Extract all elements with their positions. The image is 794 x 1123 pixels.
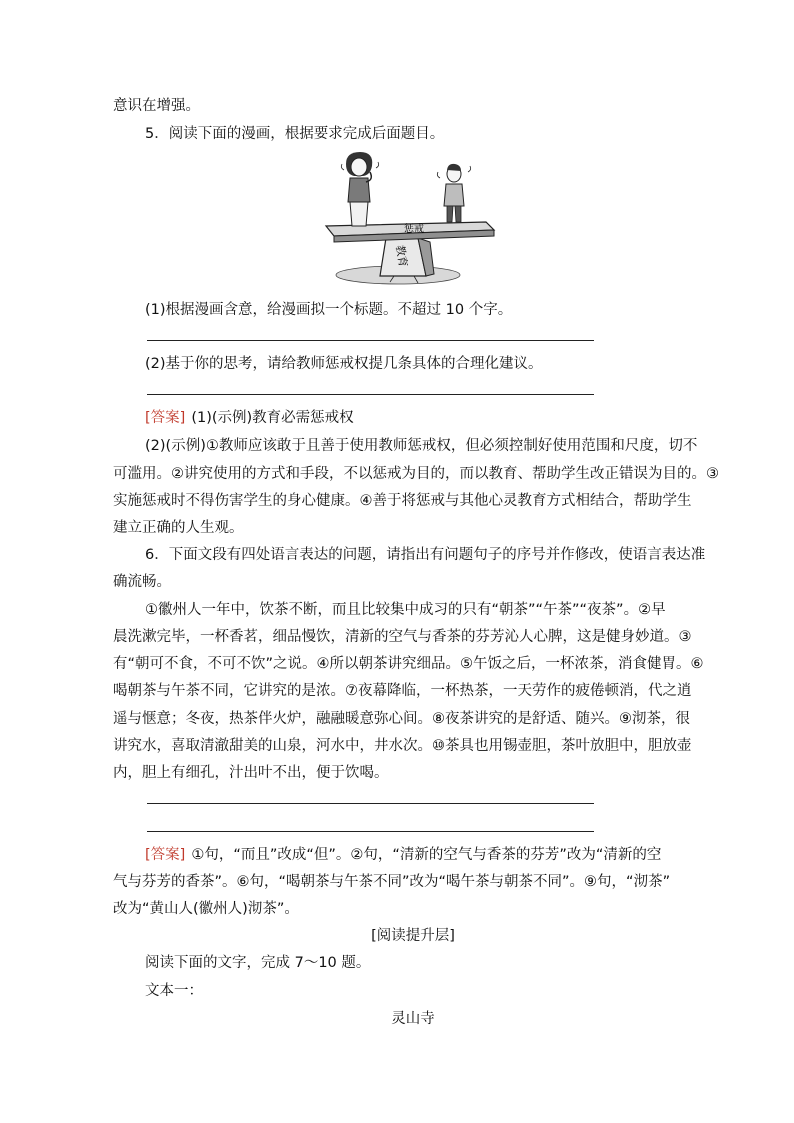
- answer-5-part-2: 可滥用。②讲究使用的方式和手段，不以惩戒为目的，而以教育、帮助学生改正错误为目的。③: [113, 466, 719, 482]
- question-6-passage: 晨洗漱完毕，一杯香茗，细品慢饮，清新的空气与香茶的芬芳沁人心脾，这是健身妙道。③: [113, 629, 692, 645]
- question-6-passage: 遥与惬意；冬夜，热茶伴火炉，融融暖意弥心间。⑧夜茶讲究的是舒适、随兴。⑨沏茶，很: [113, 711, 690, 727]
- question-6-passage: ①徽州人一年中，饮茶不断，而且比较集中成习的只有“朝茶”“午茶”“夜茶”。②早: [145, 602, 666, 618]
- text-line: 意识在增强。: [113, 98, 200, 114]
- reading-intro: 阅读下面的文字，完成 7～10 题。: [145, 955, 371, 971]
- answer-blank-line[interactable]: [147, 831, 594, 832]
- question-6-passage: 有“朝可不食，不可不饮”之说。④所以朝茶讲究细品。⑤午饭之后，一杯浓茶，消食健胃。⑥: [113, 656, 704, 672]
- answer-blank-line[interactable]: [147, 803, 594, 804]
- answer-5-part-2: 实施惩戒时不得伤害学生的身心健康。④善于将惩戒与其他心灵教育方式相结合，帮助学生: [113, 493, 692, 509]
- answer-5-part-2: (2)(示例)①教师应该敢于且善于使用教师惩戒权，但必须控制好使用范围和尺度，切不: [145, 438, 698, 454]
- board-label: 惩戒: [404, 224, 424, 235]
- answer-text: ①句，“而且”改成“但”。②句，“清新的空气与香茶的芬芳”改为“清新的空: [191, 847, 662, 863]
- question-5-stem: 5．阅读下面的漫画，根据要求完成后面题目。: [145, 126, 445, 142]
- question-5-part-1: (1)根据漫画含意，给漫画拟一个标题。不超过 10 个字。: [145, 302, 513, 318]
- answer-6: [145, 845, 662, 865]
- answer-tag: [答案]: [145, 410, 186, 426]
- question-6-stem: 6．下面文段有四处语言表达的问题，请指出有问题句子的序号并作修改，使语言表达准: [145, 547, 706, 563]
- student-figure: [437, 164, 470, 222]
- answer-6: 气与芬芳的香茶”。⑥句，“喝朝茶与午茶不同”改为“喝午茶与朝茶不同”。⑨句，“沏茶”: [113, 874, 671, 890]
- answer-tag: [答案]: [145, 847, 186, 863]
- answer-6: 改为“黄山人(徽州人)沏茶”。: [113, 901, 299, 917]
- question-6-stem: 确流畅。: [113, 574, 171, 590]
- text-one-label: 文本一：: [145, 983, 203, 999]
- section-heading: [阅读提升层]: [371, 928, 455, 944]
- answer-5-part-2: 建立正确的人生观。: [113, 520, 244, 536]
- question-5-part-2: (2)基于你的思考，请给教师惩戒权提几条具体的合理化建议。: [145, 356, 543, 372]
- answer-text: (1)(示例)教育必需惩戒权: [191, 410, 354, 426]
- teacher-figure: [341, 152, 378, 226]
- question-6-passage: 喝朝茶与午茶不同，它讲究的是浓。⑦夜幕降临，一杯热茶，一天劳作的疲倦顿消，代之逍: [113, 683, 692, 699]
- fulcrum-label: 教育: [393, 244, 410, 269]
- cartoon-illustration: [318, 150, 504, 285]
- answer-5-part-1: [145, 408, 653, 428]
- question-6-passage: 讲究水，喜取清澈甜美的山泉，河水中，井水次。⑩茶具也用锡壶胆，茶叶放胆中，胆放壶: [113, 738, 692, 754]
- answer-blank-line[interactable]: [147, 394, 594, 395]
- answer-blank-line[interactable]: [147, 340, 594, 341]
- question-6-passage: 内，胆上有细孔，汁出叶不出，便于饮喝。: [113, 765, 389, 781]
- article-title: 灵山寺: [391, 1011, 435, 1027]
